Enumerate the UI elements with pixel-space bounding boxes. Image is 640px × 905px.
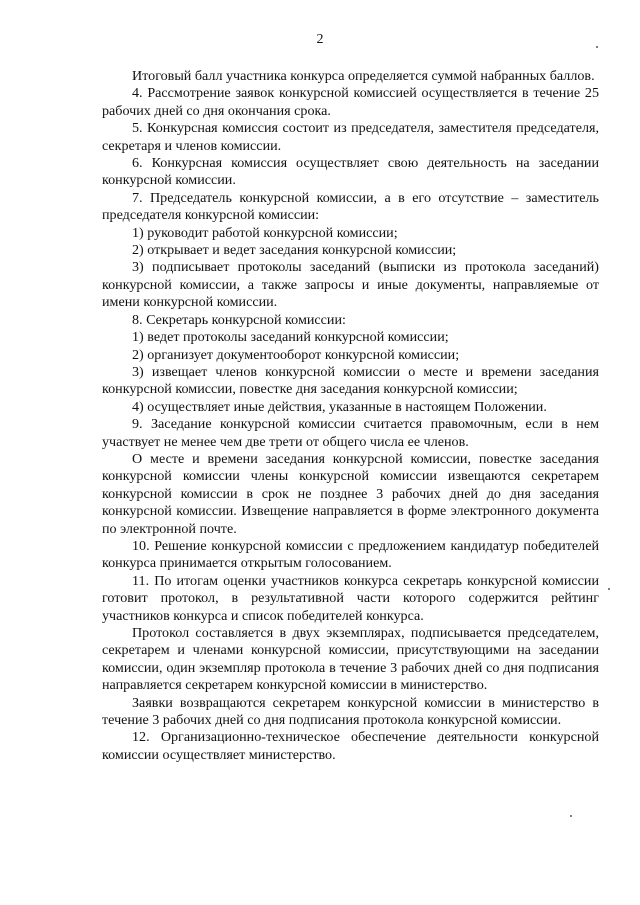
document-body [102, 68, 599, 764]
paragraph-item-8-4: 4) осуществляет иные действия, указанные в настоящем Положении. [132, 398, 547, 415]
scan-speck [596, 46, 598, 48]
paragraph-final-score: Итоговый балл участника конкурса определяется суммой набранных баллов. [132, 68, 595, 84]
paragraph-item-12: 12. Организационно-техническое обеспечение деятельности конкурсной комиссии осуществляет министерство. [102, 729, 599, 763]
paragraph-meeting-notice: О месте и времени заседания конкурсной комиссии, повестке заседания конкурсной комиссии члены конкурсной комиссии извещаются секретарем конкурсной комиссии в срок не позднее 3 рабочих дней до дня заседания конкурсной комиссии. Извещение направляется в форме электронного документа по электронной почте. [102, 450, 599, 537]
paragraph-item-11: 11. По итогам оценки участников конкурса секретарь конкурсной комиссии готовит протокол, в результативной части которого содержится рейтинг участников конкурса и список победителей конкурса. [102, 572, 599, 624]
paragraph-item-6: 6. Конкурсная комиссия осуществляет свою деятельность на заседании конкурсной комиссии. [102, 155, 599, 189]
paragraph-item-7-3: 3) подписывает протоколы заседаний (выписки из протокола заседаний) конкурсной комиссии, а также запросы и иные документы, направляемые от имени конкурсной комиссии. [102, 259, 599, 311]
paragraph-item-10: 10. Решение конкурсной комиссии с предложением кандидатур победителей конкурса принимается открытым голосованием. [102, 537, 599, 572]
paragraph-item-9: 9. Заседание конкурсной комиссии считается правомочным, если в нем участвует не менее чем две трети от общего числа ее членов. [102, 416, 599, 450]
paragraph-item-5: 5. Конкурсная комиссия состоит из председателя, заместителя председателя, секретаря и членов комиссии. [102, 120, 599, 154]
paragraph-applications-return: Заявки возвращаются секретарем конкурсной комиссии в министерство в течение 3 рабочих дней со дня подписания протокола конкурсной комиссии. [102, 694, 599, 729]
paragraph-item-8-3: 3) извещает членов конкурсной комиссии о месте и времени заседания конкурсной комиссии, повестке дня заседания конкурсной комиссии; [102, 363, 599, 398]
paragraph-protocol: Протокол составляется в двух экземплярах, подписывается председателем, секретарем и членами конкурсной комиссии, присутствующими на заседании комиссии, один экземпляр протокола в течение 3 рабочих дней со дня подписания направляется секретарем конкурсной комиссии в министерство. [102, 625, 599, 694]
paragraph-item-8: 8. Секретарь конкурсной комиссии: [132, 311, 346, 328]
paragraph-item-7: 7. Председатель конкурсной комиссии, а в его отсутствие – заместитель председателя конкурсной комиссии: [102, 189, 599, 224]
paragraph-item-8-2: 2) организует документооборот конкурсной комиссии; [132, 346, 460, 363]
paragraph-item-7-1: 1) руководит работой конкурсной комиссии; [132, 224, 398, 241]
paragraph-item-7-2: 2) открывает и ведет заседания конкурсной комиссии; [132, 242, 457, 259]
scan-speck [608, 588, 610, 590]
paragraph-item-8-1: 1) ведет протоколы заседаний конкурсной комиссии; [132, 329, 449, 346]
scan-speck [570, 815, 572, 817]
paragraph-item-4: 4. Рассмотрение заявок конкурсной комиссией осуществляется в течение 25 рабочих дней со дня окончания срока. [102, 85, 599, 119]
page-number: 2 [316, 32, 324, 47]
